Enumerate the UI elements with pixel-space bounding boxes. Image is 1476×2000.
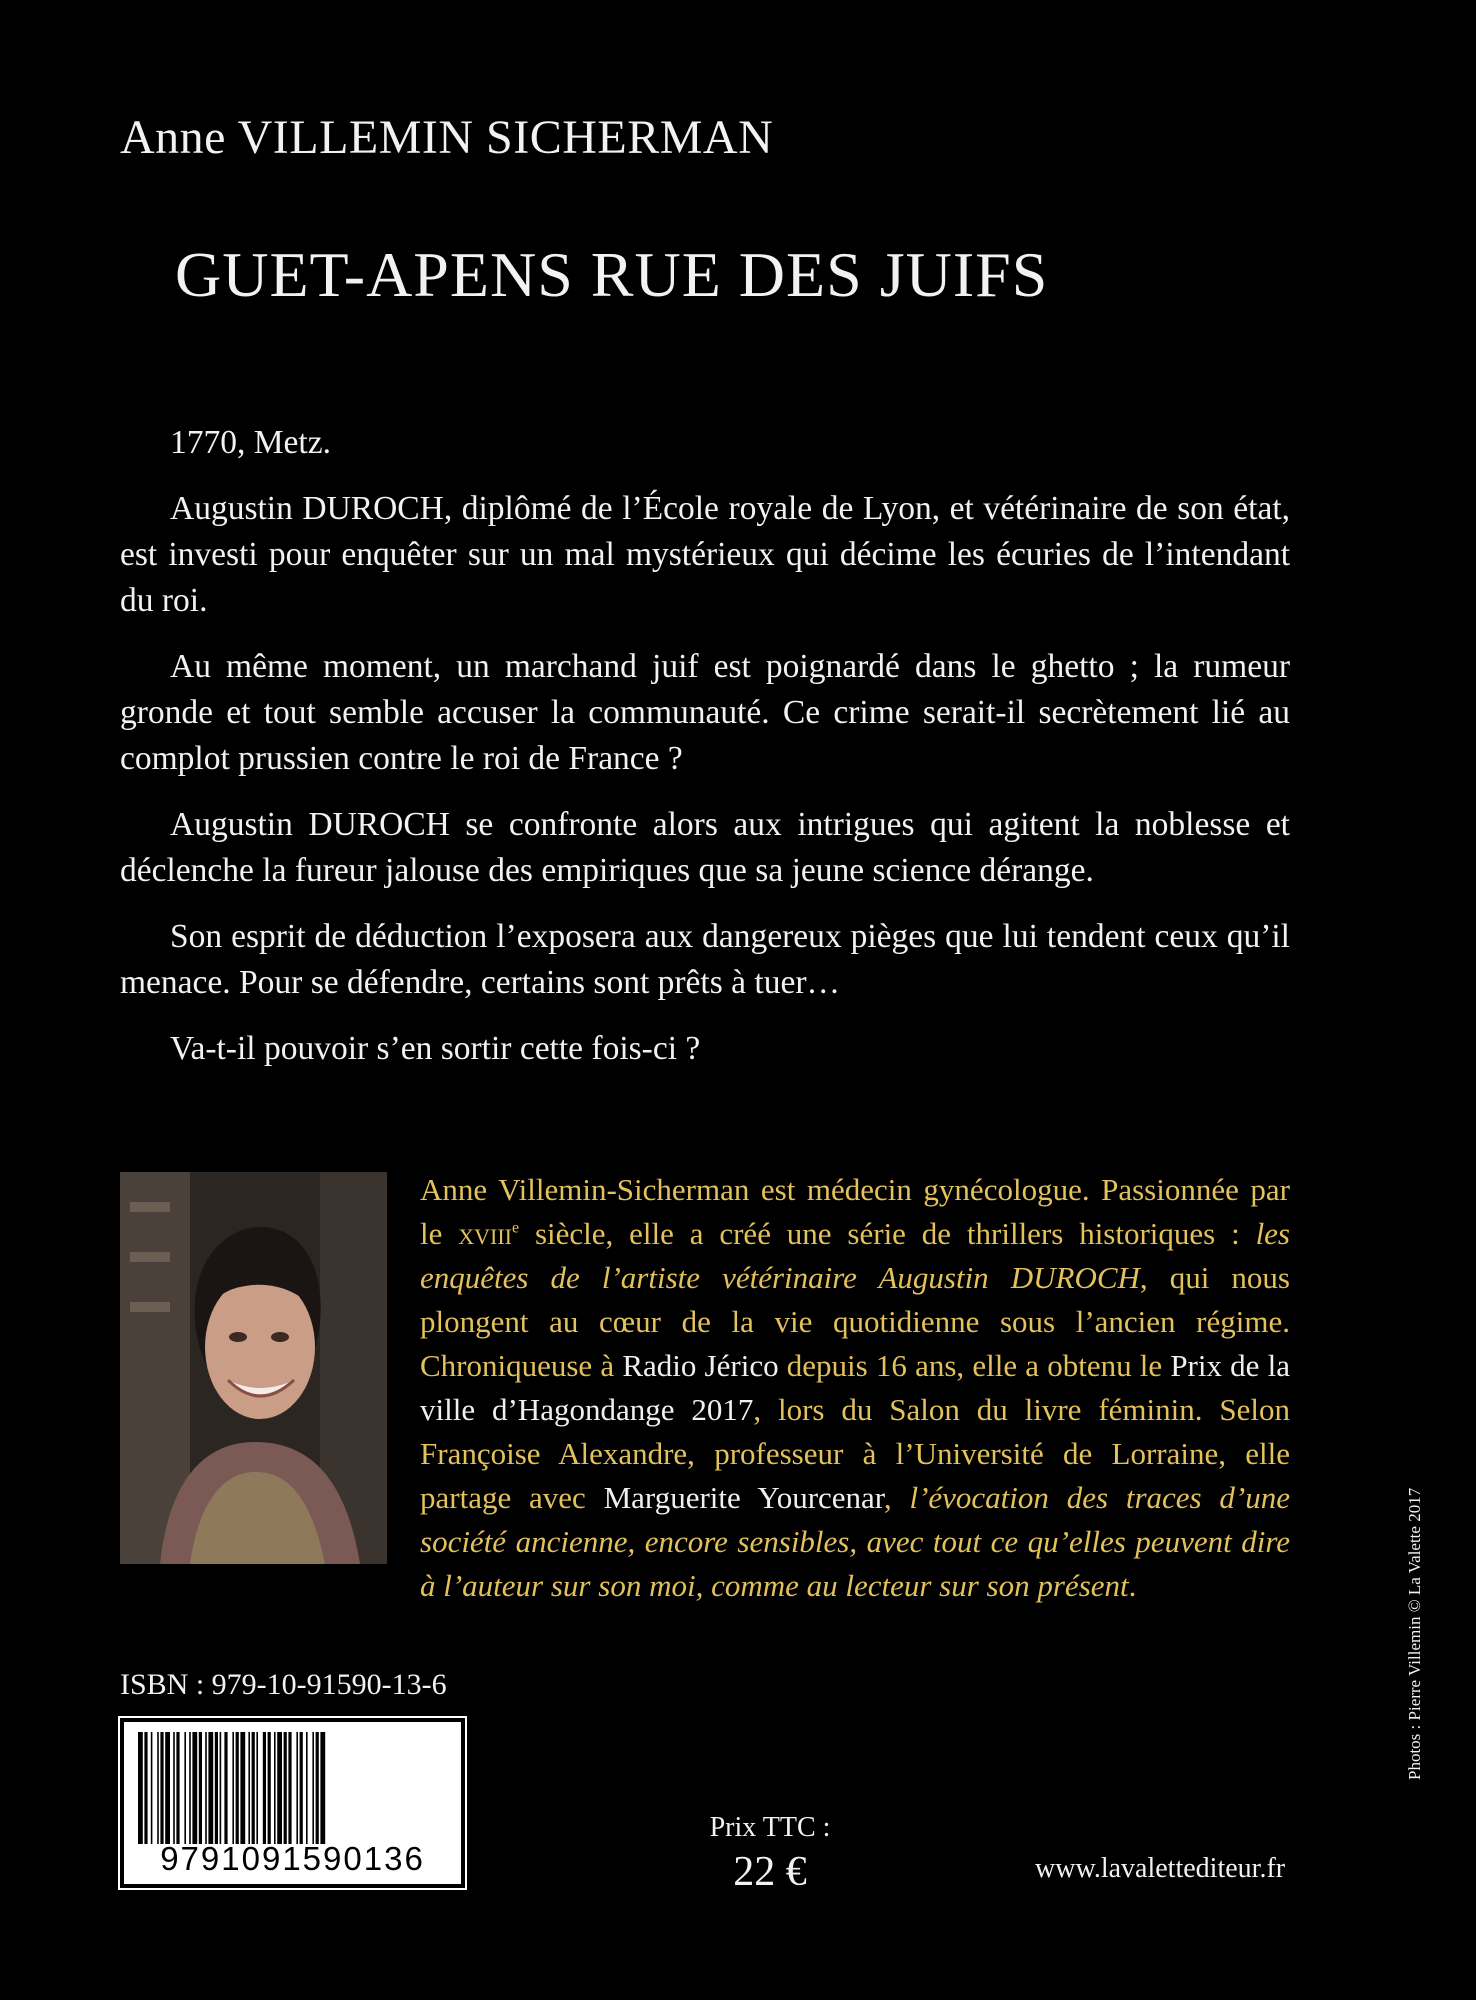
barcode-bar xyxy=(189,1732,191,1844)
barcode-bar xyxy=(316,1732,319,1844)
bio-radio: Radio Jérico xyxy=(622,1348,779,1383)
blurb-paragraph: Va-t-il pouvoir s’en sortir cette fois-ci ? xyxy=(170,1030,701,1067)
book-title: GUET-APENS RUE DES JUIFS xyxy=(175,239,1049,310)
blurb xyxy=(120,420,1290,1092)
barcode-bar xyxy=(263,1732,266,1844)
isbn: ISBN : 979-10-91590-13-6 xyxy=(120,1668,447,1701)
barcode-bar xyxy=(205,1732,207,1844)
barcode xyxy=(120,1718,465,1888)
author-name: Anne VILLEMIN SICHERMAN xyxy=(120,111,774,164)
barcode-bar xyxy=(300,1732,303,1844)
bio-text: depuis 16 ans, elle a obtenu le xyxy=(778,1348,1171,1383)
barcode-bar xyxy=(192,1732,197,1844)
bio-text: siècle, elle a créé une série de thrillers historiques : xyxy=(519,1216,1256,1251)
author-bio xyxy=(420,1168,1290,1608)
barcode-bar xyxy=(277,1732,282,1844)
barcode-bar xyxy=(240,1732,245,1844)
bio-century-sup: e xyxy=(512,1219,520,1237)
barcode-bars xyxy=(138,1732,448,1844)
blurb-paragraph: Son esprit de déduction l’exposera aux dangereux pièges que lui tendent ceux qu’il menace. Pour se défendre, certains sont prêts à tuer… xyxy=(120,918,1290,1001)
bio-yourcenar: Marguerite Yourcenar xyxy=(603,1480,884,1515)
author-portrait-illustration xyxy=(120,1172,387,1564)
barcode-bar xyxy=(284,1732,287,1844)
bio-series-title: les enquêtes de l’artiste vétérinaire Augustin DUROCH xyxy=(420,1216,1290,1295)
barcode-bar xyxy=(199,1732,202,1844)
price-label: Prix TTC : xyxy=(709,1812,831,1843)
bio-text: , xyxy=(883,1480,910,1515)
barcode-bar xyxy=(268,1732,271,1844)
barcode-bar xyxy=(160,1732,163,1844)
bio-prize: Prix de la ville d’Hagondange 2017 xyxy=(420,1348,1290,1427)
author-photo xyxy=(120,1172,387,1564)
barcode-bar xyxy=(165,1732,170,1844)
barcode-bar xyxy=(173,1732,175,1844)
barcode-bar xyxy=(252,1732,255,1844)
blurb-paragraph: Au même moment, un marchand juif est poignardé dans le ghetto ; la rumeur gronde et tout semble accuser la communauté. Ce crime serait-il secrètement lié au complot prussien contre le roi de France ? xyxy=(120,648,1290,777)
barcode-bar xyxy=(236,1732,239,1844)
barcode-bar xyxy=(274,1732,276,1844)
bio-text: , lors du Salon du livre féminin. Selon Françoise Alexandre, professeur à l’Université de Lorraine, elle partage avec xyxy=(420,1392,1290,1515)
blurb-paragraph: Augustin DUROCH, diplômé de l’École royale de Lyon, et vétérinaire de son état, est investi pour enquêter sur un mal mystérieux qui décime les écuries de l’intendant du roi. xyxy=(120,490,1290,619)
barcode-bar xyxy=(224,1732,227,1844)
barcode-bar xyxy=(232,1732,234,1844)
barcode-bar xyxy=(248,1732,250,1844)
barcode-bar xyxy=(151,1732,153,1844)
photo-credit: Photos : Pierre Villemin © La Valette 2017 xyxy=(1405,1487,1424,1780)
blurb-paragraph: Augustin DUROCH se confronte alors aux intrigues qui agitent la noblesse et déclenche la fureur jalouse des empiriques que sa jeune science dérange. xyxy=(120,806,1290,889)
bio-quote: l’évocation des traces d’une société ancienne, encore sensibles, avec tout ce qu’elles peuvent dire à l’auteur sur son moi, comme au lecteur sur son présent xyxy=(420,1480,1290,1603)
barcode-bar xyxy=(176,1732,179,1844)
bio-text: Anne Villemin-Sicherman est médecin gynécologue. Passionnée par le xyxy=(420,1172,1290,1251)
price xyxy=(620,1812,920,1896)
bio-century: xviii xyxy=(458,1216,512,1251)
price-value: 22 € xyxy=(733,1849,807,1895)
barcode-bar xyxy=(220,1732,222,1844)
barcode-bar xyxy=(144,1732,147,1844)
barcode-bar xyxy=(320,1732,325,1844)
bio-text: . xyxy=(1128,1568,1137,1603)
barcode-bar xyxy=(256,1732,258,1844)
barcode-bar xyxy=(208,1732,213,1844)
barcode-bar xyxy=(296,1732,298,1844)
publisher-website[interactable]: www.lavalettediteur.fr xyxy=(1035,1853,1286,1884)
barcode-bar xyxy=(138,1732,143,1844)
barcode-bar xyxy=(157,1732,159,1844)
blurb-paragraph: 1770, Metz. xyxy=(170,424,331,461)
bio-text: , qui nous plongent au cœur de la vie quotidienne sous l’ancien régime. Chroniqueuse à xyxy=(420,1260,1290,1383)
barcode-bar xyxy=(312,1732,314,1844)
barcode-bar xyxy=(306,1732,308,1844)
barcode-bar xyxy=(184,1732,186,1844)
barcode-bar xyxy=(288,1732,291,1844)
barcode-digits: 9791091590136 xyxy=(160,1840,425,1877)
barcode-bar xyxy=(215,1732,218,1844)
